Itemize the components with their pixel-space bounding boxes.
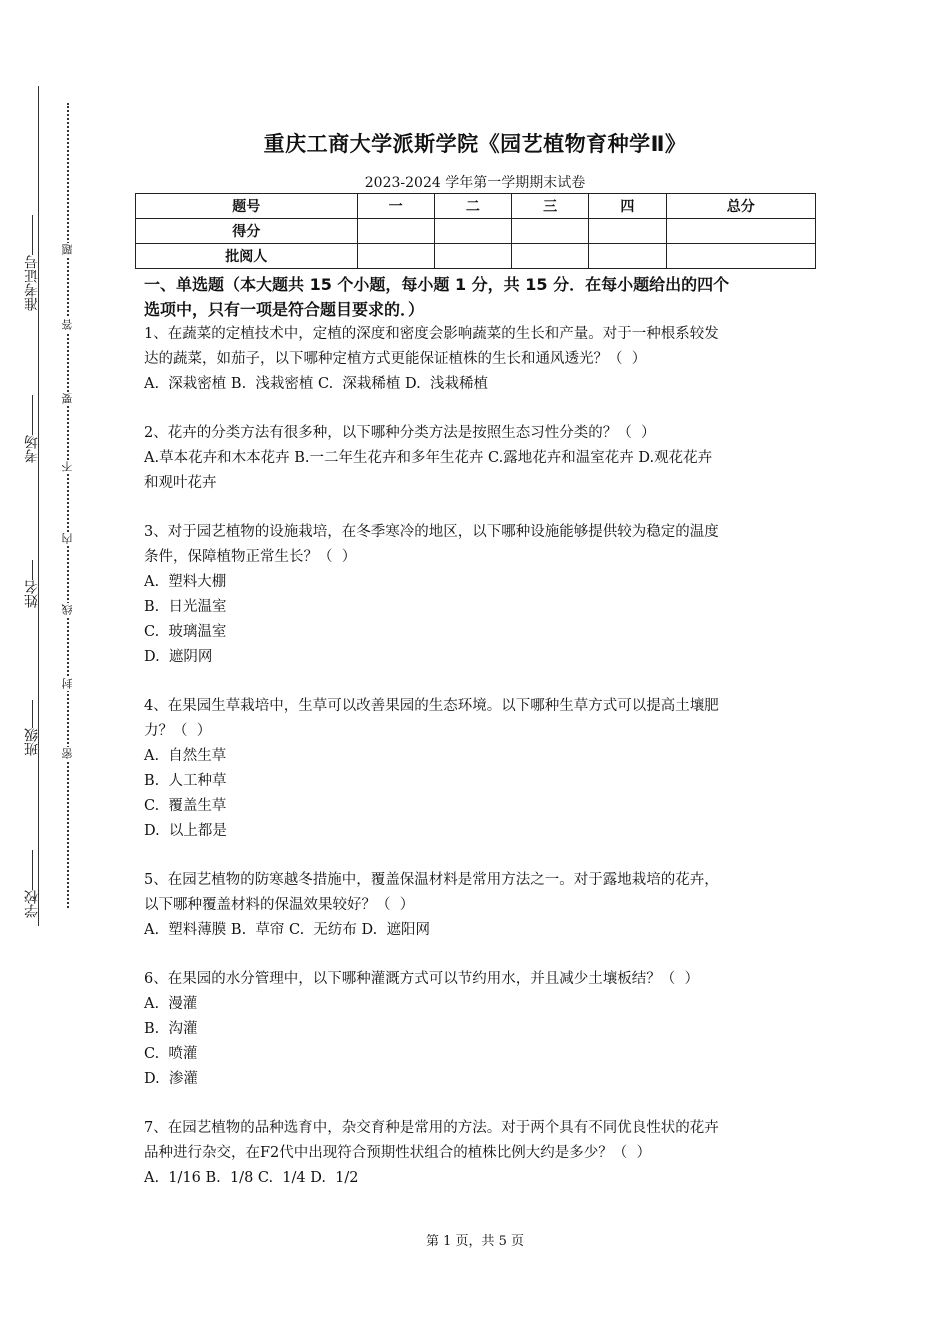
question-4 (144, 694, 812, 844)
side-label-room: 考场 (24, 435, 40, 463)
exam-subtitle: 2023-2024 学年第一学期期末试卷 (364, 175, 586, 191)
side-blank (32, 560, 33, 580)
score-table (135, 193, 816, 269)
question-text: 7、在园艺植物的品种选育中，杂交育种是常用的方法。对于两个具有不同优良性状的花卉 (144, 1120, 719, 1136)
seal-char: 封 (61, 678, 74, 690)
question-content (144, 272, 812, 1191)
question-text: 条件，保障植物正常生长？（ ） (144, 549, 357, 565)
question-text: 品种进行杂交，在F2代中出现符合预期性状组合的植株比例大约是多少？（ ） (144, 1145, 652, 1161)
side-label-name: 姓名 (24, 580, 40, 608)
section-heading-line: 一、单选题（本大题共 15 个小题，每小题 1 分，共 15 分．在每小题给出的四个 (144, 275, 730, 294)
option-b: B. 人工种草 (144, 773, 227, 789)
score-cell: 一 (357, 194, 434, 219)
score-cell (357, 219, 434, 244)
question-text: 4、在果园生草栽培中，生草可以改善果园的生态环境。以下哪种生草方式可以提高土壤肥 (144, 698, 719, 714)
side-blank (32, 215, 33, 255)
score-cell: 得分 (136, 219, 358, 244)
option-a: A. 塑料大棚 (144, 574, 227, 590)
score-cell: 批阅人 (136, 244, 358, 269)
question-options: A. 深栽密植 B. 浅栽密植 C. 深栽稀植 D. 浅栽稀植 (144, 376, 488, 392)
question-options: A.草本花卉和木本花卉 B.一二年生花卉和多年生花卉 C.露地花卉和温室花卉 D.观花花卉 (144, 450, 713, 466)
score-cell: 总分 (666, 194, 815, 219)
side-field-exam-id (8, 215, 56, 311)
side-blank (32, 700, 33, 728)
score-cell: 三 (512, 194, 589, 219)
seal-char: 答 (61, 319, 74, 331)
option-c: C. 喷灌 (144, 1046, 198, 1062)
option-a: A. 漫灌 (144, 996, 198, 1012)
score-cell (589, 219, 666, 244)
side-label-exam-id: 准考证号 (24, 255, 40, 311)
seal-char: 题 (61, 244, 74, 256)
score-cell (589, 244, 666, 269)
question-text: 以下哪种覆盖材料的保温效果较好？（ ） (144, 897, 415, 913)
option-d: D. 遮阴网 (144, 649, 213, 665)
seal-char: 要 (61, 393, 74, 405)
question-6 (144, 967, 812, 1092)
question-7 (144, 1116, 812, 1191)
question-text: 3、对于园艺植物的设施栽培，在冬季寒冷的地区，以下哪种设施能够提供较为稳定的温度 (144, 524, 719, 540)
question-2 (144, 421, 812, 496)
option-c: C. 玻璃温室 (144, 624, 227, 640)
section-heading (144, 272, 812, 322)
score-cell (434, 219, 511, 244)
option-d: D. 渗灌 (144, 1071, 198, 1087)
option-b: B. 沟灌 (144, 1021, 198, 1037)
score-cell (666, 244, 815, 269)
option-d: D. 以上都是 (144, 823, 227, 839)
question-text: 5、在园艺植物的防寒越冬措施中，覆盖保温材料是常用方法之一。对于露地栽培的花卉， (144, 872, 719, 888)
score-cell (512, 219, 589, 244)
binding-solid-line (38, 86, 39, 926)
score-cell (357, 244, 434, 269)
score-table-row (136, 244, 816, 269)
question-3 (144, 520, 812, 670)
side-field-name (8, 560, 56, 608)
page-footer: 第 1 页，共 5 页 (425, 1234, 525, 1249)
question-5 (144, 868, 812, 943)
side-label-school: 学校 (24, 890, 40, 918)
seal-char: 线 (61, 604, 74, 616)
score-cell (512, 244, 589, 269)
side-label-class: 班级 (24, 728, 40, 756)
option-a: A. 自然生草 (144, 748, 227, 764)
seal-char: 内 (61, 533, 74, 545)
side-field-class (8, 700, 56, 756)
question-text: 达的蔬菜，如茄子，以下哪种定植方式更能保证植株的生长和通风透光？（ ） (144, 351, 647, 367)
section-heading-line: 选项中，只有一项是符合题目要求的．） (144, 300, 425, 319)
seal-char: 密 (61, 748, 74, 760)
seal-char: 不 (61, 461, 74, 473)
question-text: 1、在蔬菜的定植技术中，定植的深度和密度会影响蔬菜的生长和产量。对于一种根系较发 (144, 326, 719, 342)
exam-title: 重庆工商大学派斯学院《园艺植物育种学Ⅱ》 (263, 132, 687, 156)
side-field-room (8, 395, 56, 463)
side-blank (32, 850, 33, 890)
binding-dotted-line (67, 103, 69, 908)
score-cell: 题号 (136, 194, 358, 219)
question-text: 6、在果园的水分管理中，以下哪种灌溉方式可以节约用水，并且减少土壤板结？（ ） (144, 971, 699, 987)
question-options: 和观叶花卉 (144, 475, 217, 491)
score-cell: 二 (434, 194, 511, 219)
question-options: A. 1/16 B. 1/8 C. 1/4 D. 1/2 (144, 1170, 359, 1186)
question-options: A. 塑料薄膜 B. 草帘 C. 无纺布 D. 遮阳网 (144, 922, 430, 938)
score-cell (434, 244, 511, 269)
option-c: C. 覆盖生草 (144, 798, 227, 814)
side-field-school (8, 850, 56, 918)
score-table-row (136, 194, 816, 219)
score-table-row (136, 219, 816, 244)
score-cell: 四 (589, 194, 666, 219)
side-blank (32, 395, 33, 435)
option-b: B. 日光温室 (144, 599, 227, 615)
question-text: 力？（ ） (144, 723, 212, 739)
question-text: 2、花卉的分类方法有很多种，以下哪种分类方法是按照生态习性分类的？（ ） (144, 425, 656, 441)
question-1 (144, 322, 812, 397)
score-cell (666, 219, 815, 244)
